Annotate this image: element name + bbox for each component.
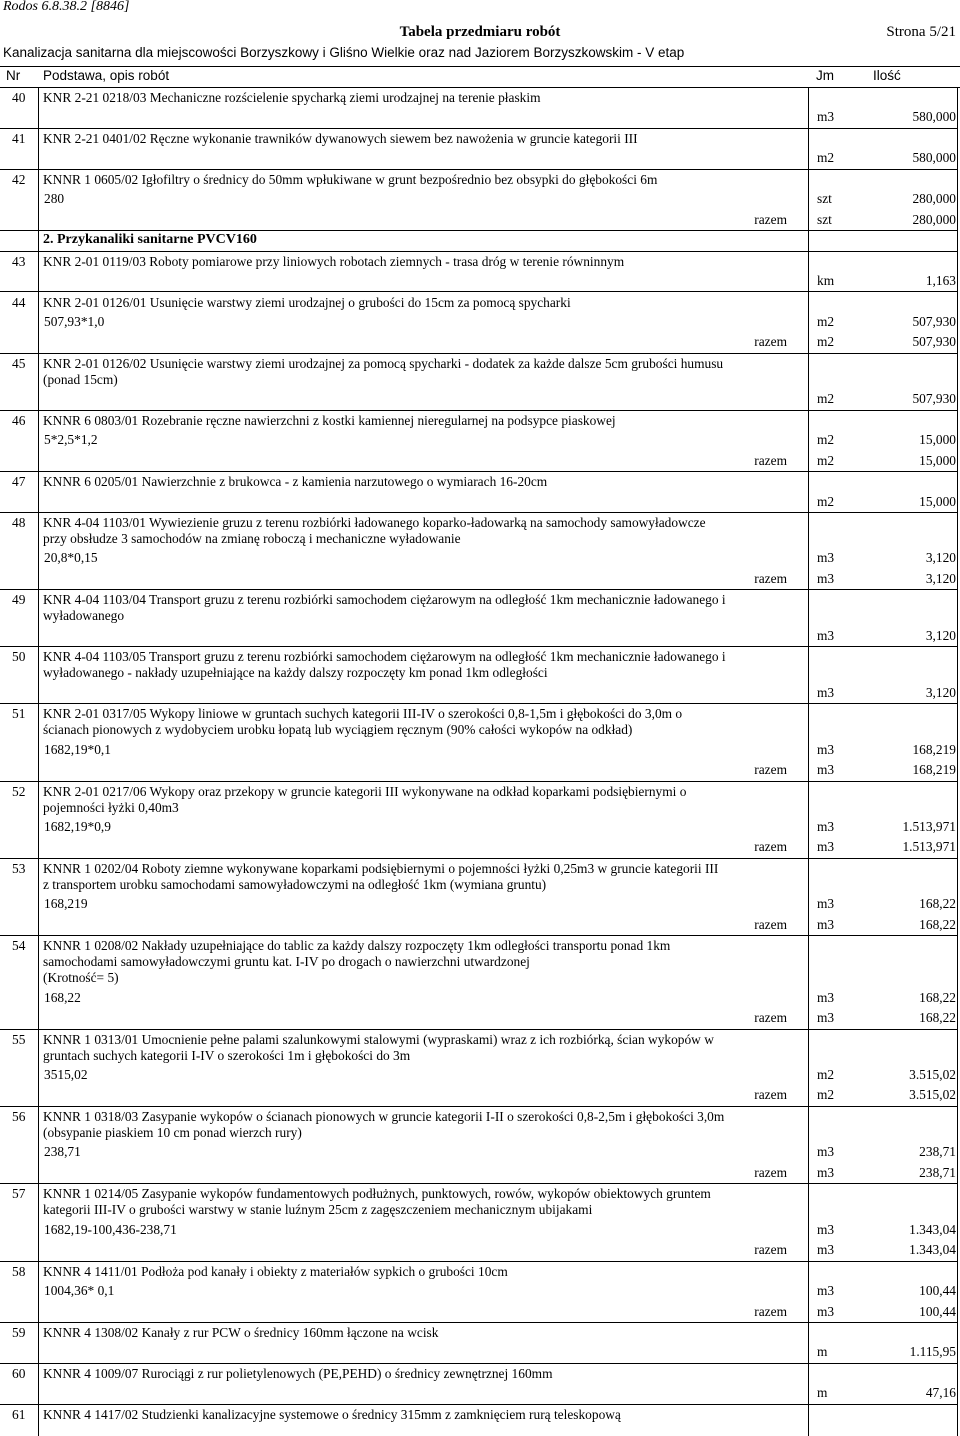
calculation-formula: 20,8*0,15 [44,550,98,566]
row-separator [0,646,958,647]
item-number: 59 [12,1324,26,1340]
calculation-formula: 3515,02 [44,1067,88,1082]
row-separator [0,1322,958,1323]
calculation-formula: 1682,19*0,1 [44,741,111,757]
item-description: KNNR 4 1308/02 Kanały z rur PCW o średnicy 160mm łączone na wcisk [43,1324,439,1340]
item-description: wyładowanego [43,608,125,624]
quantity-value: 15,000 [919,452,956,468]
quantity-value: 507,930 [912,391,956,407]
row-separator [0,353,958,354]
item-description: KNR 2-21 0401/02 Ręczne wykonanie trawników dywanowych siewem bez nawożenia w gruncie kategorii III [43,130,638,146]
item-number: 52 [12,783,26,799]
item-description: KNNR 4 1411/01 Podłoża pod kanały i obiekty z materiałów sypkich o grubości 10cm [43,1263,508,1279]
project-subtitle: Kanalizacja sanitarna dla miejscowości Borzyszkowy i Gliśno Wielkie oraz nad Jaziorem Borzyszkowskim - V etap [3,45,685,60]
app-version: Rodos 6.8.38.2 [8846] [3,0,130,14]
unit-value: m2 [817,313,835,329]
quantity-value: 168,219 [912,762,956,778]
item-description: (obsypanie piaskiem 10 cm ponad wierzch rury) [43,1124,302,1140]
item-description: kategorii III-IV o grubości warstwy w stanie luźnym 25cm z zagęszczeniem mechanicznym ubijakami [43,1202,593,1218]
quantity-value: 280,000 [912,211,956,227]
unit-value: m2 [817,150,835,166]
col-description-header: Podstawa, opis robót [43,68,170,83]
unit-value: m2 [817,334,835,350]
unit-value: m3 [817,989,835,1005]
row-separator [0,1106,958,1107]
item-number: 48 [12,515,26,530]
item-description: KNNR 4 1417/02 Studzienki kanalizacyjne systemowe o średnicy 315mm z zamknięciem rurą teleskopową [43,1406,621,1422]
item-number: 47 [12,474,26,490]
column-divider [957,87,958,1436]
quantity-value: 168,22 [919,916,956,932]
unit-value: m3 [817,1283,835,1299]
quantity-value: 3.515,02 [909,1067,956,1082]
quantity-value: 3,120 [925,570,956,586]
unit-value: m3 [817,570,835,586]
unit-value: m3 [817,109,835,125]
item-number: 58 [12,1263,26,1279]
unit-value: m3 [817,627,835,643]
razem-label: razem [754,334,787,350]
item-description: KNNR 1 0214/05 Zasypanie wykopów fundamentowych podłużnych, punktowych, rowów, wykopów obiektowych gruntem [43,1186,711,1202]
row-separator [0,169,958,170]
unit-value: m2 [817,432,835,448]
item-description: (Krotność= 5) [43,970,119,986]
quantity-value: 280,000 [912,191,956,207]
calculation-formula: 280 [44,191,65,207]
razem-label: razem [754,839,787,855]
row-separator [0,935,958,936]
item-number: 56 [12,1108,26,1124]
calculation-formula: 1682,19*0,9 [44,818,111,834]
item-number: 60 [12,1365,26,1381]
table-header [0,66,960,88]
unit-value: m3 [817,818,835,834]
quantity-value: 1.343,04 [909,1221,956,1237]
section-heading: 2. Przykanaliki sanitarne PVCV160 [43,232,257,248]
razem-label: razem [754,1164,787,1180]
item-description: KNR 2-01 0217/06 Wykopy oraz przekopy w gruncie kategorii III wykonywane na odkład koparkami podsiębiernymi o [43,783,687,799]
item-description: KNR 2-01 0126/02 Usunięcie warstwy ziemi urodzajnej za pomocą spycharki - dodatek za każde dalsze 5cm grubości humusu [43,355,724,371]
unit-value: m2 [817,1087,835,1103]
unit-value: m3 [817,1303,835,1319]
item-description: KNNR 1 0208/02 Nakłady uzupełniające do tablic za każdy dalszy rozpoczęty 1km odległości transportu ponad 1km [43,938,671,954]
col-unit-header: Jm [816,68,834,83]
item-number: 57 [12,1186,26,1202]
razem-label: razem [754,1087,787,1103]
quantity-value: 580,000 [912,109,956,125]
item-number: 50 [12,649,26,665]
quantity-value: 1.513,971 [902,818,956,834]
unit-value: m3 [817,741,835,757]
item-description: przy obsłudze 3 samochodów na zmianę roboczą i mechaniczne wyładowanie [43,531,461,546]
col-quantity-header: Ilość [873,68,901,83]
item-description: KNR 2-01 0119/03 Roboty pomiarowe przy liniowych robotach ziemnych - trasa dróg w terenie równinnym [43,253,625,269]
row-separator [0,1183,958,1184]
item-description: (ponad 15cm) [43,371,118,387]
quantity-value: 168,219 [912,741,956,757]
razem-label: razem [754,762,787,778]
item-description: KNNR 6 0205/01 Nawierzchnie z brukowca - z kamienia narzutowego o wymiarach 16-20cm [43,474,548,490]
razem-label: razem [754,1303,787,1319]
item-description: z transportem urobku samochodami samowyładowczymi na odległość 1km (wymiana gruntu) [43,876,547,892]
row-separator [0,471,958,472]
item-description: KNNR 6 0803/01 Rozebranie ręczne nawierzchni z kostki kamiennej nieregularnej na podsypce piaskowej [43,412,616,428]
item-description: KNNR 1 0202/04 Roboty ziemne wykonywane koparkami podsiębiernymi o pojemności łyżki 0,25m3 w gruncie kategorii III [43,860,719,876]
quantity-value: 1,163 [925,273,956,289]
item-description: KNR 4-04 1103/04 Transport gruzu z terenu rozbiórki samochodem ciężarowym na odległość 1km mechanicznie ładowanego i [43,592,726,608]
razem-label: razem [754,570,787,586]
column-divider [808,87,809,1436]
quantity-value: 168,22 [919,896,956,912]
item-description: pojemności łyżki 0,40m3 [43,799,179,815]
item-number: 51 [12,706,26,722]
item-number: 46 [12,412,26,428]
unit-value: m3 [817,1221,835,1237]
item-number: 40 [12,90,26,105]
quantity-value: 580,000 [912,150,956,166]
unit-value: m3 [817,684,835,700]
unit-value: m3 [817,896,835,912]
item-number: 61 [12,1406,26,1422]
razem-label: razem [754,916,787,932]
unit-value: m3 [817,1144,835,1160]
calculation-formula: 507,93*1,0 [44,313,105,329]
item-number: 45 [12,355,26,371]
col-nr-header: Nr [6,68,21,83]
quantity-value: 3,120 [925,550,956,566]
razem-label: razem [754,211,787,227]
item-number: 42 [12,171,26,187]
quantity-value: 3.515,02 [909,1087,956,1103]
calculation-formula: 1682,19-100,436-238,71 [44,1221,177,1237]
row-separator [0,589,958,590]
row-separator [0,1261,958,1262]
calculation-formula: 238,71 [44,1144,81,1160]
item-number: 53 [12,860,26,876]
quantity-value: 238,71 [919,1144,956,1160]
item-description: KNR 4-04 1103/01 Wywiezienie gruzu z terenu rozbiórki ładowanego koparko-ładowarką na samochody samowyładowcze [43,515,706,530]
item-number: 54 [12,938,26,954]
quantity-value: 1.343,04 [909,1242,956,1258]
document-title: Tabela przedmiaru robót [399,24,561,40]
row-separator [0,128,958,129]
row-separator [0,1404,958,1405]
item-description: ścianach pionowych z wydobyciem urobku łopatą lub wyciągiem ręcznym (90% całości wykopów na odkład) [43,722,633,738]
unit-value: szt [817,191,832,207]
quantity-value: 3,120 [925,627,956,643]
calculation-formula: 168,219 [44,896,88,912]
item-description: samochodami samowyładowczymi gruntu kat. I-IV po drogach o nawierzchni utwardzonej [43,954,530,970]
unit-value: m3 [817,916,835,932]
quantity-value: 100,44 [919,1283,956,1299]
calculation-formula: 168,22 [44,989,81,1005]
quantity-value: 15,000 [919,432,956,448]
quantity-value: 47,16 [925,1385,956,1401]
row-separator [0,858,958,859]
razem-label: razem [754,452,787,468]
quantity-value: 507,930 [912,334,956,350]
calculation-formula: 5*2,5*1,2 [44,432,98,448]
row-separator [0,1363,958,1364]
unit-value: m3 [817,550,835,566]
quantity-value: 168,22 [919,1010,956,1026]
unit-value: szt [817,211,832,227]
razem-label: razem [754,1010,787,1026]
item-description: KNNR 4 1009/07 Rurociągi z rur polietylenowych (PE,PEHD) o średnicy zewnętrznej 160mm [43,1365,553,1381]
item-description: gruntach suchych kategorii I-IV o szerokości 1m i głębokości do 3m [43,1047,411,1063]
item-description: KNNR 1 0313/01 Umocnienie pełne palami szalunkowymi stalowymi (wypraskami) wraz z ich rozbiórką, ścian wykopów w [43,1031,714,1047]
row-separator [0,291,958,292]
unit-value: m2 [817,391,835,407]
unit-value: m3 [817,1164,835,1180]
quantity-value: 507,930 [912,313,956,329]
item-description: wyładowanego - nakłady uzupełniające na każdy dalszy rozpoczęty km ponad 1km odległości [43,665,548,681]
quantity-value: 15,000 [919,493,956,509]
row-separator [0,781,958,782]
quantity-value: 238,71 [919,1164,956,1180]
unit-value: m3 [817,1242,835,1258]
razem-label: razem [754,1242,787,1258]
page-number: Strona 5/21 [886,24,956,40]
item-number: 43 [12,253,26,269]
item-description: KNNR 1 0605/02 Igłofiltry o średnicy do 50mm wpłukiwane w grunt bezpośrednio bez obsypki do głębokości 6m [43,171,658,187]
unit-value: m3 [817,762,835,778]
item-description: KNR 2-01 0126/01 Usunięcie warstwy ziemi urodzajnej o grubości do 15cm za pomocą spycharki [43,294,571,310]
row-separator [0,703,958,704]
item-description: KNNR 1 0318/03 Zasypanie wykopów o ścianach pionowych w gruncie kategorii I-II o szerokości 0,8-2,5m i głębokości 3,0m [43,1108,725,1124]
item-number: 44 [12,294,26,310]
row-separator [0,251,958,252]
quantity-value: 100,44 [919,1303,956,1319]
calculation-formula: 1004,36* 0,1 [44,1283,115,1299]
unit-value: m2 [817,1067,835,1082]
item-description: KNR 2-01 0317/05 Wykopy liniowe w gruntach suchych kategorii III-IV o szerokości 0,8-1,5m i głębokości do 3,0m o [43,706,683,722]
item-description: KNR 4-04 1103/05 Transport gruzu z terenu rozbiórki samochodem ciężarowym na odległość 1km mechanicznie ładowanego i [43,649,726,665]
unit-value: m3 [817,1010,835,1026]
unit-value: m [817,1385,828,1401]
row-separator [0,230,958,231]
quantity-value: 1.115,95 [909,1344,956,1360]
column-divider [38,87,39,1436]
unit-value: m [817,1344,828,1360]
unit-value: m2 [817,452,835,468]
row-separator [0,1029,958,1030]
unit-value: m3 [817,839,835,855]
quantity-value: 168,22 [919,989,956,1005]
row-separator [0,512,958,513]
item-number: 41 [12,130,26,146]
unit-value: km [817,273,835,289]
unit-value: m2 [817,493,835,509]
quantity-value: 3,120 [925,684,956,700]
item-number: 49 [12,592,26,608]
row-separator [0,410,958,411]
item-number: 55 [12,1031,26,1047]
quantity-value: 1.513,971 [902,839,956,855]
item-description: KNR 2-21 0218/03 Mechaniczne rozścielenie spycharką ziemi urodzajnej na terenie płaskim [43,90,541,105]
